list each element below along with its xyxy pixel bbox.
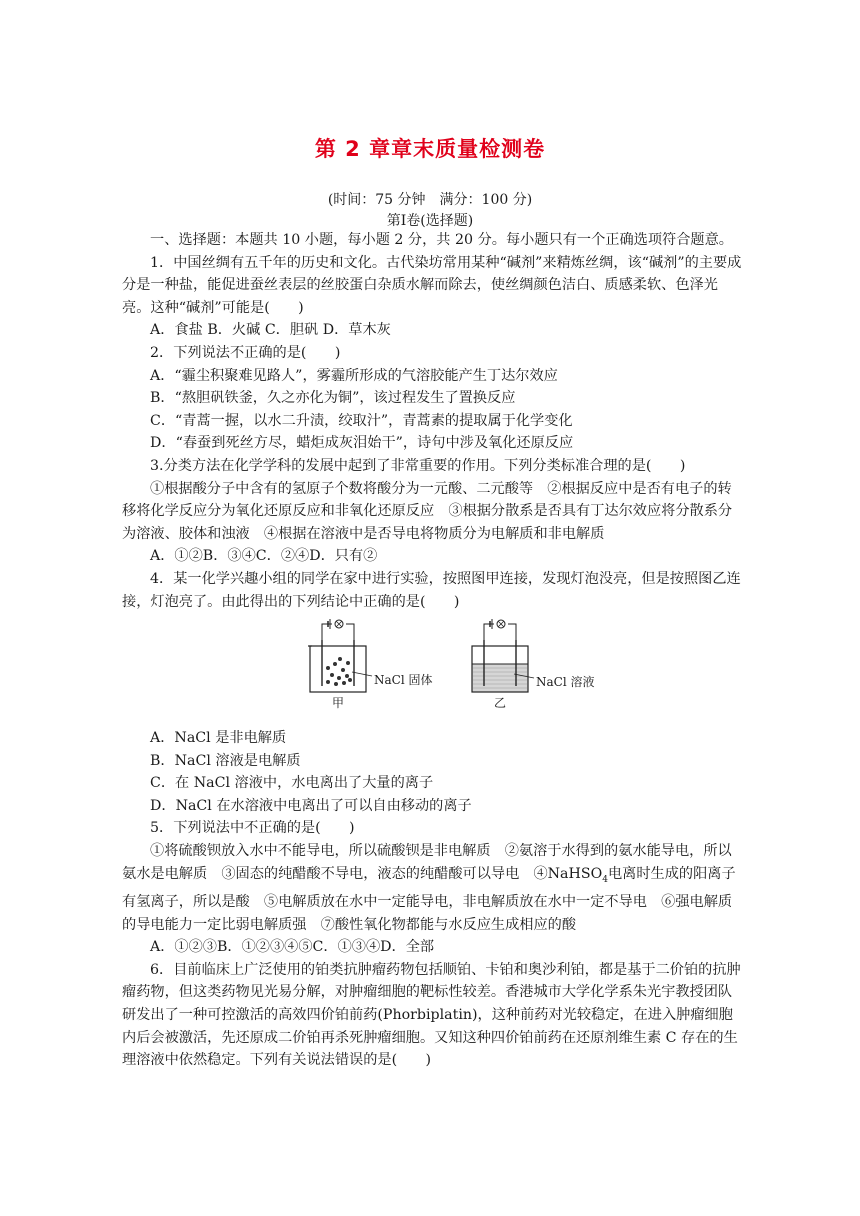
exam-time-info: (时间：75 分钟 满分：100 分) (327, 192, 533, 208)
q2-stem: 2．下列说法不正确的是( ) (150, 344, 341, 361)
figure-b-caption: 乙 (494, 696, 507, 711)
q5-body (122, 840, 742, 936)
q2-option-a: A．“霾尘积聚难见路人”，雾霾所形成的气溶胶能产生丁达尔效应 (150, 367, 558, 384)
q5-stem: 5．下列说法中不正确的是( ) (150, 820, 355, 837)
q1-stem: 1．中国丝绸有五千年的历史和文化。古代染坊常用某种“碱剂”来精炼丝绸，该“碱剂”的主要成分是一种盐，能促进蚕丝表层的丝胶蛋白杂质水解而除去，使丝绸颜色洁白、质感柔软、色泽光亮。这种“碱剂”可能是( ) (122, 254, 742, 316)
q2-option-c: C．“青蒿一握，以水二升渍，绞取汁”，青蒿素的提取属于化学变化 (150, 412, 573, 429)
q4-figure (122, 618, 742, 718)
q3-body: ①根据酸分子中含有的氢原子个数将酸分为一元酸、二元酸等 ②根据反应中是否有电子的转移将化学反应分为氧化还原反应和非氧化还原反应 ③根据分散系是否具有丁达尔效应将分散系分为溶液、胶体和浊液 ④根据在溶液中是否导电将物质分为电解质和非电解质 (122, 480, 733, 542)
q2-option-b: B．“熬胆矾铁釜，久之亦化为铜”，该过程发生了置换反应 (150, 390, 516, 407)
beaker-solution-diagram (470, 618, 540, 694)
q1-options: A．食盐 B．火碱 C．胆矾 D．草木灰 (150, 322, 391, 339)
q4-option-d: D．NaCl 在水溶液中电离出了可以自由移动的离子 (150, 797, 472, 814)
q2-option-d: D．“春蚕到死丝方尽，蜡炬成灰泪始干”，诗句中涉及氧化还原反应 (150, 435, 574, 452)
q4-option-b: B．NaCl 溶液是电解质 (150, 752, 301, 769)
q6-stem: 6．目前临床上广泛使用的铂类抗肿瘤药物包括顺铂、卡铂和奥沙利铂，都是基于二价铂的抗肿瘤药物，但这类药物见光易分解，对肿瘤细胞的靶标性较差。香港城市大学化学系朱光宇教授团队研发出了一种可控激活的高效四价铂前药(Phorbiplatin)，这种前药对光较稳定，在进入肿瘤细胞内后会被激活，先还原成二价铂再杀死肿瘤细胞。又知这种四价铂前药在还原剂维生素 C 存在的生理溶液中依然稳定。下列有关说法错误的是( ) (122, 961, 741, 1069)
beaker-solid-diagram (308, 618, 378, 694)
section-heading: 第Ⅰ卷(选择题) (386, 213, 474, 229)
page-title: 第 2 章章末质量检测卷 (314, 137, 546, 161)
section-intro: 一、选择题：本题共 10 小题，每小题 2 分，共 20 分。每小题只有一个正确选项符合题意。 (150, 232, 733, 248)
q5-body-part1: ①将硫酸钡放入水中不能导电，所以硫酸钡是非电解质 ②氨溶于水得到的氨水能导电，所以氨水是电解质 ③固态的纯醋酸不导电，液态的纯醋酸可以导电 ④NaHSO (122, 843, 732, 882)
q4-option-a: A．NaCl 是非电解质 (150, 730, 287, 747)
q4-stem: 4．某一化学兴趣小组的同学在家中进行实验，按照图甲连接，发现灯泡没亮，但是按照图乙连接，灯泡亮了。由此得出的下列结论中正确的是( ) (122, 570, 741, 610)
q3-options: A．①②B．③④C．②④D．只有② (150, 548, 378, 565)
figure-a-label: NaCl 固体 (374, 673, 433, 688)
q5-body-part2: 电离时生成的阳离子有氢离子，所以是酸 ⑤电解质放在水中一定能导电，非电解质放在水中一定不导电 ⑥强电解质的导电能力一定比弱电解质强 ⑦酸性氧化物都能与水反应生成相应的酸 (122, 865, 736, 933)
figure-a (308, 618, 433, 711)
figure-a-caption: 甲 (332, 696, 345, 711)
q3-stem: 3.分类方法在化学学科的发展中起到了非常重要的作用。下列分类标准合理的是( ) (150, 457, 686, 474)
figure-b (470, 618, 595, 711)
question-content (122, 229, 742, 1072)
q4-option-c: C．在 NaCl 溶液中，水电离出了大量的离子 (150, 775, 434, 792)
q5-options: A．①②③B．①②③④⑤C．①③④D．全部 (150, 939, 435, 956)
q5-body-subscript: 4 (602, 874, 608, 885)
figure-b-label: NaCl 溶液 (536, 675, 595, 690)
